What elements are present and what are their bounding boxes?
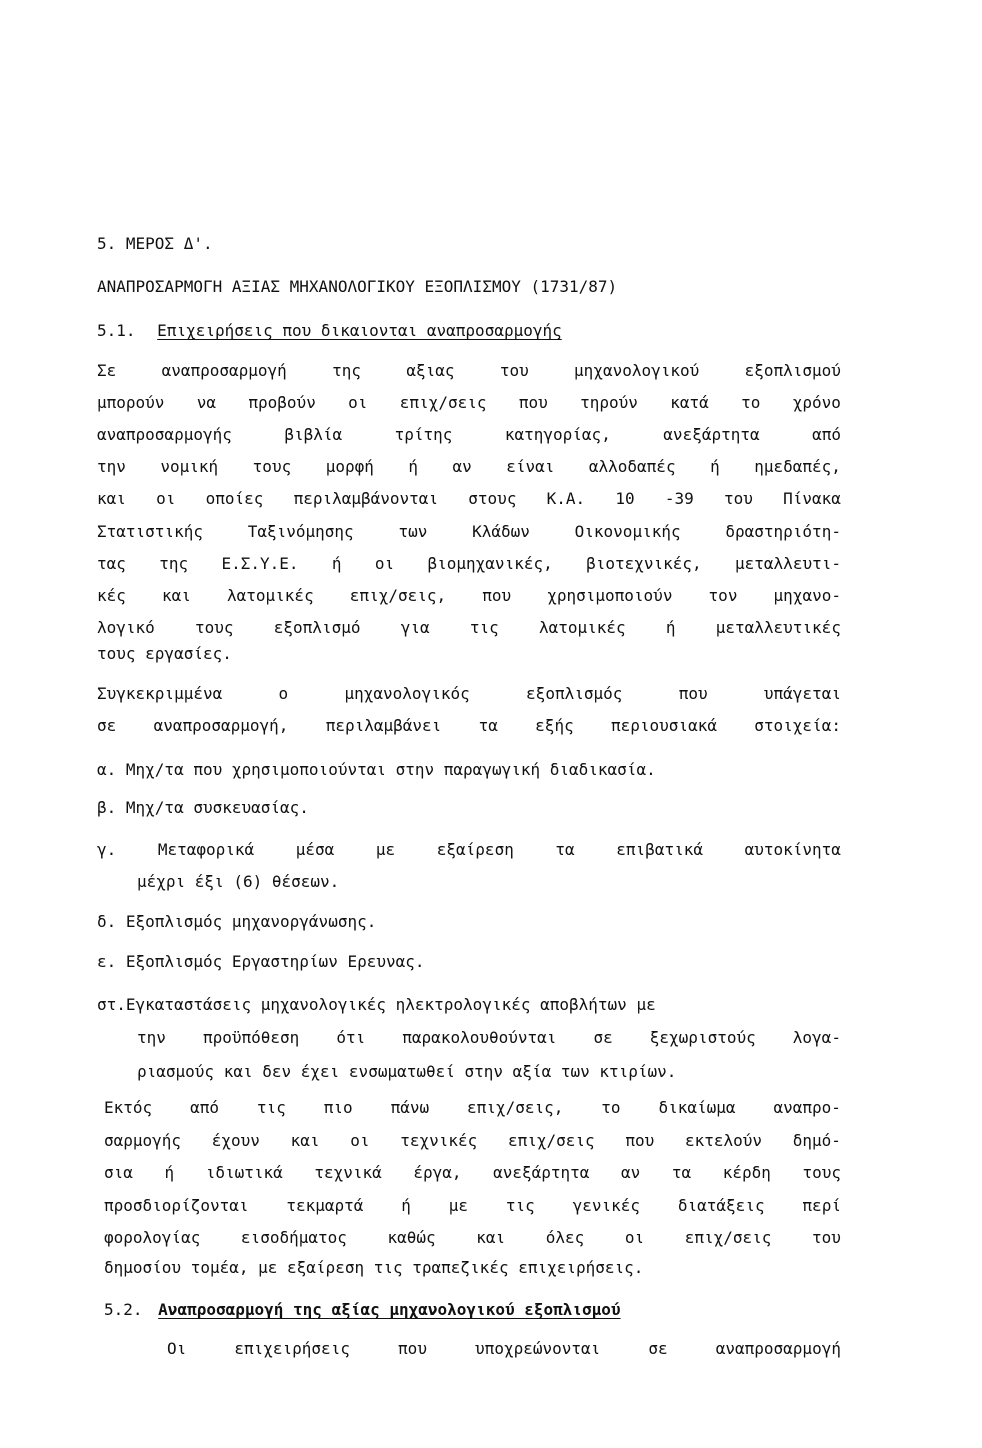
word: καθώς xyxy=(387,1228,436,1247)
word: Σε xyxy=(97,361,117,380)
text-line xyxy=(97,360,841,382)
word: παρακολουθούνται xyxy=(402,1028,557,1047)
word: ή xyxy=(665,617,676,637)
section-heading: 5. ΜΕΡΟΣ Δ'. xyxy=(97,234,213,253)
text-line xyxy=(97,585,841,607)
word: το xyxy=(741,393,761,413)
word: αλλοδαπές xyxy=(588,457,676,477)
text-line xyxy=(137,1027,841,1049)
word: ημεδαπές, xyxy=(754,457,841,477)
word: περί xyxy=(802,1195,841,1215)
word: αναπροσαρμογή, xyxy=(153,716,289,735)
word: ανεξάρτητα xyxy=(493,1163,590,1182)
word: αυτοκίνητα xyxy=(744,840,841,859)
word: σια xyxy=(104,1163,133,1182)
word: εξαίρεση xyxy=(436,840,514,859)
word: υποχρεώνονται xyxy=(475,1339,601,1358)
word: τεκμαρτά xyxy=(286,1195,364,1215)
word: νομική xyxy=(160,457,219,477)
word: οι xyxy=(624,1228,645,1247)
text-line xyxy=(97,553,841,575)
word: από xyxy=(812,425,841,445)
word: που xyxy=(398,1339,427,1358)
word: για xyxy=(400,617,430,637)
word: -39 xyxy=(664,489,694,509)
word: οι xyxy=(374,553,395,573)
word: 10 xyxy=(615,489,635,509)
word: μεταλλευτι- xyxy=(735,553,841,573)
word: αναπροσαρμογή xyxy=(161,361,287,380)
word: βιβλία xyxy=(284,425,343,445)
list-item-c-continuation: μέχρι έξι (6) θέσεων. xyxy=(137,872,340,891)
text-line xyxy=(97,424,841,446)
word: τας xyxy=(97,553,126,573)
word: στοιχεία: xyxy=(754,716,841,735)
word: ή xyxy=(401,1195,411,1215)
word: δημό- xyxy=(792,1130,841,1150)
word: ανεξάρτητα xyxy=(663,425,760,445)
word: του xyxy=(499,361,529,380)
list-item-st: στ.Εγκαταστάσεις μηχανολογικές ηλεκτρολογικές αποβλήτων με xyxy=(97,995,656,1014)
word: κέρδη xyxy=(722,1163,771,1182)
word: πάνω xyxy=(390,1098,430,1117)
word: από xyxy=(190,1098,219,1117)
word: έργα, xyxy=(413,1163,462,1182)
word: Οι xyxy=(167,1339,187,1358)
word: κατηγορίας, xyxy=(504,425,611,445)
word: Κλάδων xyxy=(472,521,530,541)
list-item-a: α. Μηχ/τα που χρησιμοποιούνται στην παραγωγική διαδικασία. xyxy=(97,760,656,779)
word: δραστηριότη- xyxy=(725,521,841,541)
word: αναπροσαρμογή xyxy=(715,1339,841,1358)
word: ή xyxy=(408,457,418,477)
word: ο xyxy=(278,684,289,703)
word: Στατιστικής xyxy=(97,521,203,541)
section-5-2-title: Αναπροσαρμογή της αξίας μηχανολογικού εξοπλισμού xyxy=(158,1300,621,1319)
word: με xyxy=(375,840,396,859)
text-line xyxy=(97,683,841,705)
word: το xyxy=(601,1098,621,1117)
word: περιλαμβάνονται xyxy=(293,489,439,509)
word: μηχανολογικός xyxy=(344,684,470,703)
word: που xyxy=(482,585,512,605)
word: αν xyxy=(452,457,472,477)
word: οι xyxy=(348,393,368,413)
word: τεχνικές xyxy=(400,1130,478,1150)
word: επιχ/σεις, xyxy=(349,585,447,605)
text-line xyxy=(97,839,841,861)
word: όλες xyxy=(545,1228,585,1247)
paragraph-3-last-line: δημοσίου τομέα, με εξαίρεση τις τραπεζικές επιχειρήσεις. xyxy=(104,1258,644,1277)
main-title: ΑΝΑΠΡΟΣΑΡΜΟΓΗ ΑΞΙΑΣ ΜΗΧΑΝΟΛΟΓΙΚΟΥ ΕΞΟΠΛΙΣΜΟΥ (1731/87) xyxy=(97,277,618,296)
word: εξής xyxy=(535,716,574,735)
word: Μεταφορικά xyxy=(157,840,255,859)
text-line xyxy=(167,1338,841,1360)
word: τα xyxy=(555,840,575,859)
word: κές xyxy=(97,585,126,605)
word: ή xyxy=(331,553,342,573)
word: μπορούν xyxy=(97,393,165,413)
word: μέσα xyxy=(295,840,335,859)
word: τις xyxy=(505,1195,535,1215)
word: επιχ/σεις xyxy=(507,1130,595,1150)
word: προσδιορίζονται xyxy=(104,1195,249,1215)
section-5-1-number: 5.1. xyxy=(97,321,136,340)
section-5-1-heading xyxy=(97,320,562,342)
word: επιχειρήσεις xyxy=(234,1339,350,1358)
word: προβούν xyxy=(248,393,316,413)
word: της xyxy=(332,361,362,380)
word: τις xyxy=(256,1098,286,1117)
word: εκτελούν xyxy=(685,1130,763,1150)
section-5-2-number: 5.2. xyxy=(104,1300,143,1319)
word: τα xyxy=(671,1163,692,1182)
word: αναπρο- xyxy=(773,1098,841,1117)
word: Ταξινόμησης xyxy=(247,521,354,541)
word: πιο xyxy=(323,1098,353,1117)
word: Πίνακα xyxy=(783,489,841,509)
word: μεταλλευτικές xyxy=(715,617,841,637)
word: και xyxy=(290,1130,320,1150)
word: Κ.Α. xyxy=(546,489,586,509)
word: λογικό xyxy=(97,617,155,637)
word: ότι xyxy=(336,1028,366,1047)
word: την xyxy=(97,457,126,477)
word: της xyxy=(159,553,189,573)
word: επιχ/σεις xyxy=(399,393,487,413)
word: έχουν xyxy=(211,1130,260,1150)
text-line xyxy=(104,1195,841,1217)
word: με xyxy=(448,1195,468,1215)
word: ή xyxy=(710,457,720,477)
word: σε xyxy=(648,1339,668,1358)
word: τρίτης xyxy=(394,425,453,445)
word: τους xyxy=(252,457,292,477)
word: επιχ/σεις xyxy=(684,1228,772,1247)
word: βιομηχανικές, xyxy=(427,553,553,573)
section-5-1-title: Επιχειρήσεις που δικαιονται αναπροσαρμογής xyxy=(157,321,562,340)
word: τηρούν xyxy=(580,393,638,413)
word: στους xyxy=(468,489,517,509)
word: τους xyxy=(802,1163,841,1182)
word: δικαίωμα xyxy=(658,1098,736,1117)
word: του xyxy=(723,489,753,509)
word: τεχνικά xyxy=(314,1163,382,1182)
text-line xyxy=(104,1130,841,1152)
text-line xyxy=(97,617,841,639)
word: του xyxy=(812,1228,841,1247)
word: να xyxy=(196,393,217,413)
word: μηχανολογικού xyxy=(574,361,700,380)
word: εισοδήματος xyxy=(240,1228,347,1247)
word: λογα- xyxy=(792,1028,841,1047)
word: οι xyxy=(350,1130,370,1150)
word: εξοπλισμό xyxy=(273,617,361,637)
word: ξεχωριστούς xyxy=(649,1028,756,1047)
word: αξιας xyxy=(406,361,455,380)
text-line xyxy=(97,392,841,414)
word: τον xyxy=(708,585,738,605)
text-line xyxy=(97,521,841,543)
word: σε xyxy=(97,716,117,735)
word: χρόνο xyxy=(792,393,841,413)
word: προϋπόθεση xyxy=(202,1028,300,1047)
word: που xyxy=(625,1130,655,1150)
word: γενικές xyxy=(572,1195,641,1215)
word: τους xyxy=(195,617,234,637)
word: λατομικές xyxy=(227,585,314,605)
text-line xyxy=(97,715,841,737)
word: τα xyxy=(478,716,498,735)
word: και xyxy=(476,1228,506,1247)
word: σε xyxy=(593,1028,613,1047)
word: μορφή xyxy=(325,457,374,477)
word: αν xyxy=(621,1163,641,1182)
word: εξοπλισμός xyxy=(526,684,623,703)
text-line xyxy=(104,1162,841,1184)
word: των xyxy=(398,521,428,541)
word: οι xyxy=(156,489,176,509)
word: που xyxy=(518,393,548,413)
text-line xyxy=(97,488,841,510)
word: επιβατικά xyxy=(616,840,703,859)
word: και xyxy=(162,585,191,605)
text-line xyxy=(104,1227,841,1249)
word: κατά xyxy=(670,393,709,413)
word: τις xyxy=(469,617,499,637)
word: σαρμογής xyxy=(104,1130,182,1150)
text-line xyxy=(104,1097,841,1119)
word: περιλαμβάνει xyxy=(325,716,442,735)
word: είναι xyxy=(506,457,555,477)
word: και xyxy=(97,489,126,509)
word: διατάξεις xyxy=(677,1195,765,1215)
word: εξοπλισμού xyxy=(744,361,841,380)
word: ή xyxy=(164,1163,175,1182)
word: την xyxy=(137,1028,166,1047)
word: χρησιμοποιούν xyxy=(547,585,673,605)
list-item-b: β. Μηχ/τα συσκευασίας. xyxy=(97,798,309,817)
word: Συγκεκριμμένα xyxy=(97,684,223,703)
word: βιοτεχνικές, xyxy=(586,553,702,573)
section-5-2-heading xyxy=(104,1299,621,1321)
word: περιουσιακά xyxy=(611,716,717,735)
word: υπάγεται xyxy=(763,684,841,703)
word: επιχ/σεις, xyxy=(467,1098,564,1117)
word: οποίες xyxy=(205,489,264,509)
list-item-st-line-3: ριασμούς και δεν έχει ενσωματωθεί στην αξία των κτιρίων. xyxy=(137,1062,677,1081)
text-line xyxy=(97,456,841,478)
list-item-d: δ. Εξοπλισμός μηχανοργάνωσης. xyxy=(97,912,377,931)
word: φορολογίας xyxy=(104,1228,201,1247)
word: ιδιωτικά xyxy=(205,1163,283,1182)
paragraph-1-last-line: τους εργασίες. xyxy=(97,644,232,663)
list-item-e: ε. Εξοπλισμός Εργαστηρίων Ερευνας. xyxy=(97,952,425,971)
word: Οικονομικής xyxy=(574,521,681,541)
word: λατομικές xyxy=(538,617,626,637)
word: αναπροσαρμογής xyxy=(97,425,232,445)
word: Ε.Σ.Υ.Ε. xyxy=(221,553,299,573)
word: μηχανο- xyxy=(773,585,841,605)
word: Εκτός xyxy=(104,1098,153,1117)
word: γ. xyxy=(97,840,117,859)
word: που xyxy=(678,684,708,703)
